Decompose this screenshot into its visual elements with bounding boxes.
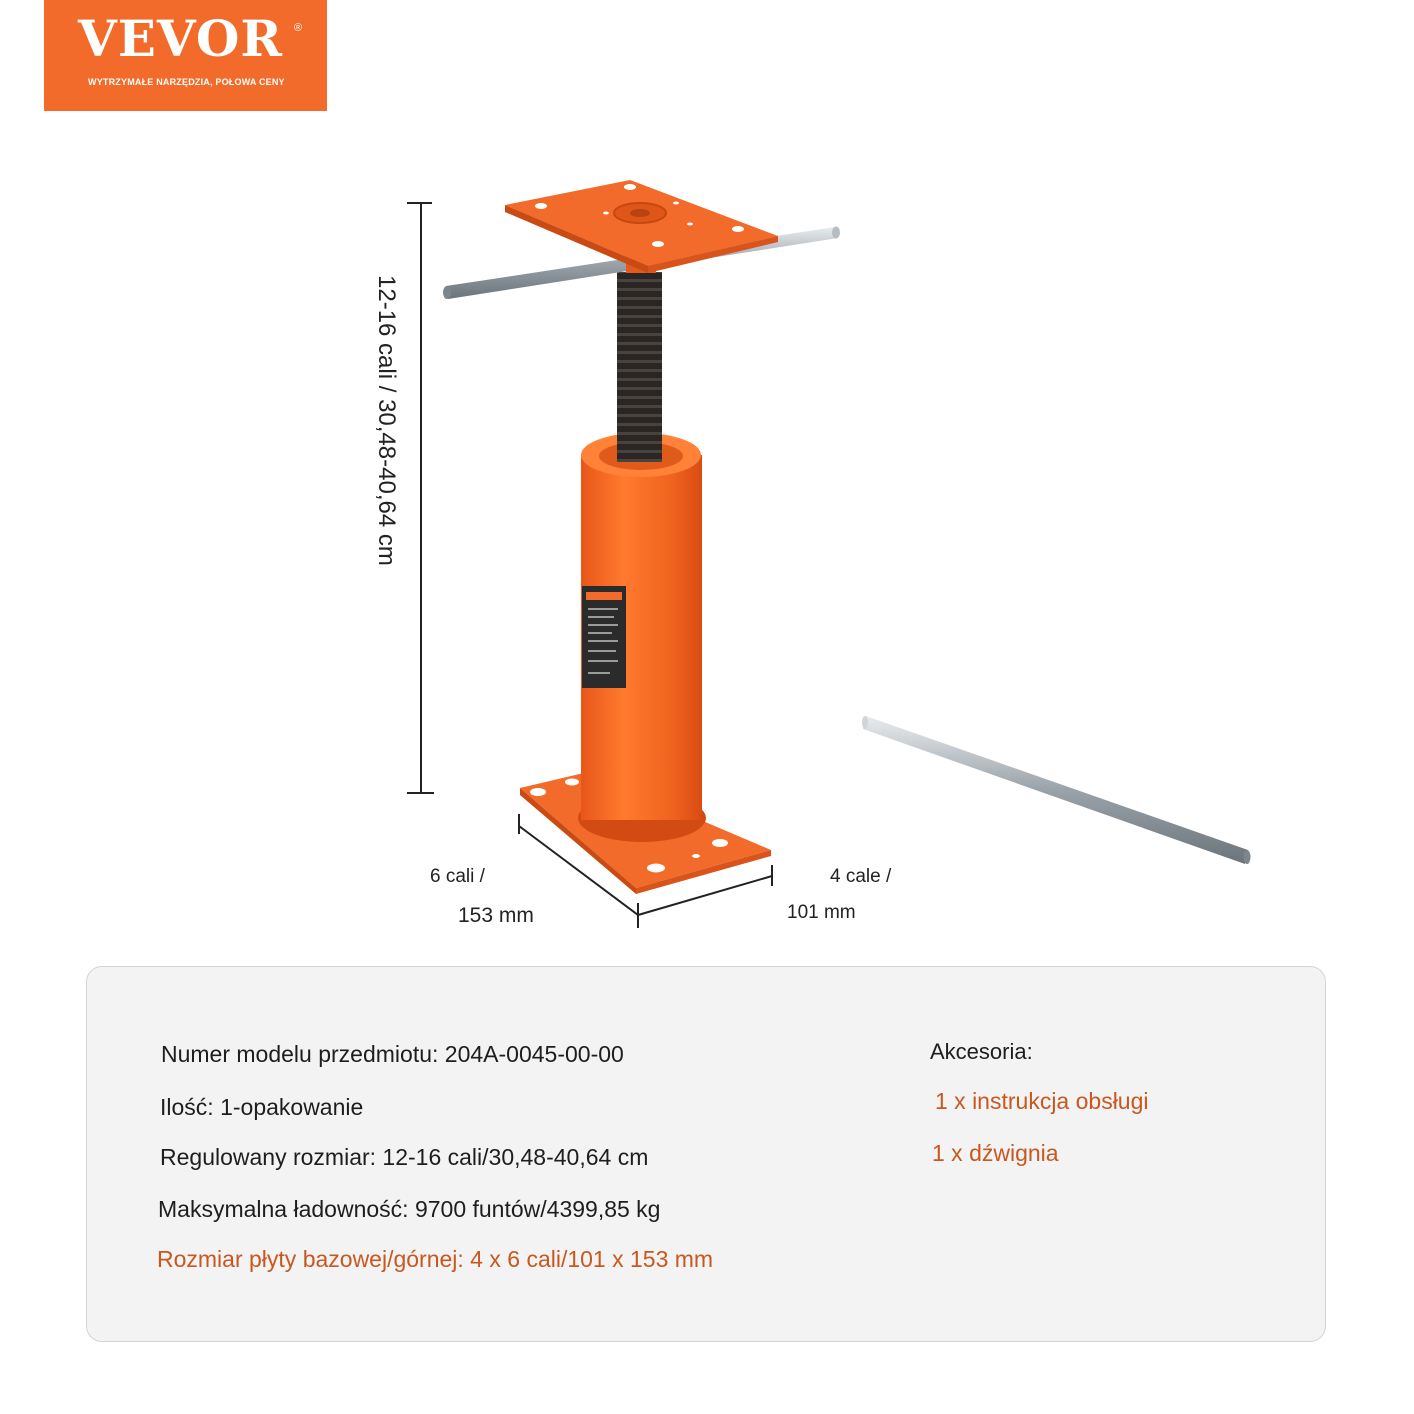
spec-plate-size: Rozmiar płyty bazowej/górnej: 4 x 6 cali/101 x 153 mm — [157, 1246, 714, 1272]
accessory-lever: 1 x dźwignia — [932, 1140, 1059, 1166]
jack-tube — [578, 433, 706, 842]
brand-tagline: WYTRZYMAŁE NARZĘDZIA, POŁOWA CENY — [88, 77, 285, 87]
spec-quantity: Ilość: 1-opakowanie — [160, 1094, 364, 1120]
width-label-inches: 6 cali / — [430, 866, 485, 887]
threaded-screw — [617, 272, 662, 462]
registered-mark: ® — [294, 22, 303, 34]
accessories-title: Akcesoria: — [930, 1039, 1033, 1064]
spec-max-load: Maksymalna ładowność: 9700 funtów/4399,85 kg — [158, 1196, 661, 1222]
height-dimension-line — [407, 203, 434, 793]
spec-model-number: Numer modelu przedmiotu: 204A-0045-00-00 — [161, 1041, 624, 1067]
depth-label-mm: 101 mm — [787, 902, 856, 923]
spec-adjustable-size: Regulowany rozmiar: 12-16 cali/30,48-40,64 cm — [160, 1144, 649, 1170]
brand-name: VEVOR — [78, 9, 283, 68]
depth-label-inches: 4 cale / — [830, 866, 892, 887]
width-label-mm: 153 mm — [458, 904, 534, 927]
height-label: 12-16 cali / 30,48-40,64 cm — [373, 275, 400, 566]
specifications-panel — [86, 966, 1326, 1342]
accessory-manual: 1 x instrukcja obsługi — [935, 1088, 1149, 1114]
top-plate — [505, 180, 778, 273]
loose-lever-bar — [862, 716, 1251, 864]
